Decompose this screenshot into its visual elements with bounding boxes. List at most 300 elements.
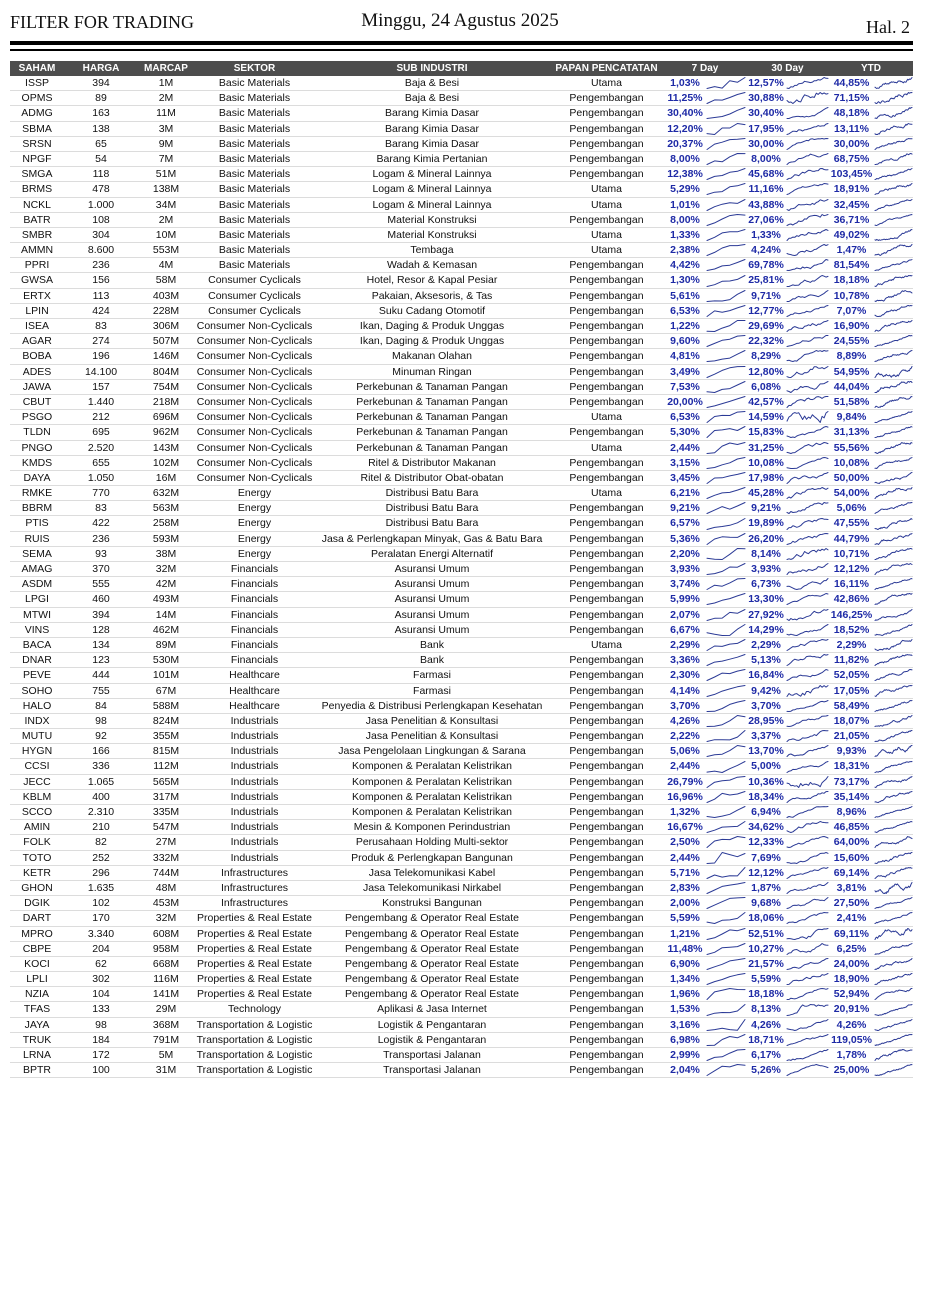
cell-sub-industri: Mesin & Komponen Perindustrian bbox=[353, 821, 511, 834]
cell-sub-industri: Material Konstruksi bbox=[387, 228, 477, 241]
sparkline-7d bbox=[706, 851, 746, 865]
cell-harga: 3.340 bbox=[87, 927, 115, 940]
cell-saham: PSGO bbox=[21, 411, 53, 424]
cell-saham: MTWI bbox=[23, 608, 51, 621]
pct-30d: 5,13% bbox=[751, 654, 781, 667]
cell-30d bbox=[746, 851, 829, 865]
pct-ytd: 11,82% bbox=[833, 654, 870, 667]
pct-7d: 1,22% bbox=[670, 320, 700, 332]
pct-ytd: 2,29% bbox=[836, 638, 867, 651]
cell-marcap: 530M bbox=[152, 654, 180, 667]
sparkline-ytd-line bbox=[875, 366, 912, 377]
cell-marcap: 1M bbox=[158, 77, 174, 89]
cell-sub-industri: Bank bbox=[420, 654, 444, 667]
sparkline-ytd bbox=[874, 835, 913, 849]
cell-sektor: Energy bbox=[237, 532, 272, 545]
sparkline-30d bbox=[786, 106, 829, 120]
pct-7d: 9,21% bbox=[670, 502, 700, 515]
sparkline-ytd-line bbox=[875, 336, 912, 347]
cell-sektor: Consumer Non-Cyclicals bbox=[196, 350, 313, 363]
sparkline-7d bbox=[706, 881, 746, 895]
sparkline-7d-line bbox=[707, 898, 745, 909]
cell-saham: TRUK bbox=[22, 1033, 52, 1046]
cell-30d bbox=[746, 547, 829, 561]
pct-ytd: 47,55% bbox=[833, 517, 870, 530]
cell-harga: 65 bbox=[95, 137, 107, 150]
cell-ytd bbox=[829, 957, 913, 971]
table-row bbox=[10, 866, 913, 881]
pct-7d: 1,21% bbox=[670, 927, 700, 940]
table-row bbox=[10, 76, 913, 91]
cell-sub-industri: Pengembang & Operator Real Estate bbox=[345, 927, 519, 940]
sparkline-7d-line bbox=[707, 579, 745, 590]
table-row bbox=[10, 547, 913, 562]
pct-ytd: 17,05% bbox=[833, 684, 870, 697]
cell-papan-pencatatan: Utama bbox=[591, 183, 622, 196]
cell-papan-pencatatan: Utama bbox=[591, 487, 622, 500]
cell-sektor: Basic Materials bbox=[218, 92, 291, 105]
cell-ytd bbox=[829, 395, 913, 409]
sparkline-ytd-line bbox=[875, 579, 912, 590]
sparkline-ytd-line bbox=[875, 123, 912, 134]
sparkline-7d bbox=[706, 198, 746, 212]
table-row bbox=[10, 699, 913, 714]
header-rule-thin bbox=[10, 49, 913, 51]
sparkline-7d-line bbox=[707, 776, 745, 787]
table-row bbox=[10, 987, 913, 1002]
cell-ytd bbox=[829, 122, 913, 136]
sparkline-7d-line bbox=[707, 305, 745, 316]
cell-sub-industri: Transportasi Jalanan bbox=[383, 1064, 481, 1077]
cell-sektor: Industrials bbox=[230, 806, 279, 818]
table-row bbox=[10, 456, 913, 471]
cell-7d bbox=[664, 911, 746, 925]
cell-sektor: Industrials bbox=[230, 714, 279, 727]
cell-papan-pencatatan: Pengembangan bbox=[569, 1064, 644, 1077]
cell-harga: 89 bbox=[95, 92, 107, 105]
sparkline-7d bbox=[706, 441, 746, 455]
sparkline-30d bbox=[786, 927, 829, 941]
sparkline-ytd bbox=[874, 608, 913, 622]
cell-sektor: Consumer Non-Cyclicals bbox=[196, 426, 313, 439]
cell-7d bbox=[664, 410, 746, 424]
sparkline-30d bbox=[786, 228, 829, 242]
cell-harga: 108 bbox=[92, 213, 110, 226]
cell-harga: 163 bbox=[92, 107, 110, 120]
sparkline-7d bbox=[706, 927, 746, 941]
cell-marcap: 9M bbox=[158, 137, 174, 150]
sparkline-7d-line bbox=[707, 640, 745, 651]
cell-30d bbox=[746, 228, 829, 242]
pct-ytd: 10,08% bbox=[833, 456, 870, 469]
sparkline-30d bbox=[786, 987, 829, 1001]
sparkline-ytd-line bbox=[875, 488, 912, 499]
cell-saham: MUTU bbox=[21, 730, 53, 743]
sparkline-30d bbox=[786, 1003, 829, 1017]
sparkline-7d-line bbox=[707, 761, 745, 772]
cell-30d bbox=[746, 987, 829, 1001]
cell-papan-pencatatan: Pengembangan bbox=[569, 745, 644, 758]
pct-ytd: 32,45% bbox=[833, 198, 870, 211]
cell-marcap: 493M bbox=[152, 593, 180, 606]
pct-30d: 30,88% bbox=[748, 92, 784, 105]
table-row bbox=[10, 790, 913, 805]
cell-sektor: Basic Materials bbox=[218, 198, 291, 211]
cell-saham: DNAR bbox=[22, 654, 52, 667]
cell-7d bbox=[664, 273, 746, 287]
cell-sektor: Transportation & Logistic bbox=[196, 1033, 313, 1046]
sparkline-ytd-line bbox=[875, 138, 912, 149]
pct-7d: 4,81% bbox=[670, 350, 700, 363]
cell-ytd bbox=[829, 927, 913, 941]
table-row bbox=[10, 441, 913, 456]
cell-7d bbox=[664, 835, 746, 849]
cell-30d bbox=[746, 516, 829, 530]
cell-sub-industri: Logam & Mineral Lainnya bbox=[372, 183, 492, 196]
pct-ytd: 16,90% bbox=[833, 320, 870, 332]
pct-ytd: 24,00% bbox=[833, 957, 870, 970]
pct-ytd: 44,04% bbox=[833, 380, 870, 393]
sparkline-30d-line bbox=[787, 381, 828, 392]
pct-7d: 20,00% bbox=[667, 395, 703, 408]
pct-ytd: 69,11% bbox=[833, 927, 870, 940]
cell-marcap: 3M bbox=[158, 122, 174, 135]
cell-papan-pencatatan: Utama bbox=[591, 198, 622, 211]
table-row bbox=[10, 972, 913, 987]
sparkline-7d-line bbox=[707, 442, 745, 453]
sparkline-7d-line bbox=[707, 837, 745, 848]
cell-sektor: Basic Materials bbox=[218, 244, 291, 257]
pct-ytd: 71,15% bbox=[833, 92, 870, 105]
pct-7d: 7,53% bbox=[670, 380, 700, 393]
cell-saham: AMIN bbox=[23, 821, 51, 834]
table-row bbox=[10, 532, 913, 547]
table-row bbox=[10, 957, 913, 972]
cell-marcap: 368M bbox=[152, 1018, 180, 1031]
cell-marcap: 588M bbox=[152, 699, 180, 712]
cell-papan-pencatatan: Pengembangan bbox=[569, 395, 644, 408]
cell-saham: CBPE bbox=[22, 942, 52, 955]
cell-papan-pencatatan: Pengembangan bbox=[569, 988, 644, 1001]
cell-sub-industri: Farmasi bbox=[413, 669, 451, 682]
cell-harga: 304 bbox=[92, 228, 110, 241]
pct-30d: 17,98% bbox=[748, 471, 784, 484]
sparkline-7d bbox=[706, 790, 746, 804]
pct-30d: 30,00% bbox=[748, 137, 784, 150]
table-row bbox=[10, 729, 913, 744]
cell-saham: LPIN bbox=[25, 304, 49, 317]
sparkline-7d bbox=[706, 744, 746, 758]
cell-sub-industri: Asuransi Umum bbox=[394, 608, 470, 621]
cell-saham: VINS bbox=[24, 623, 50, 636]
pct-30d: 19,89% bbox=[748, 517, 784, 530]
pct-ytd: 103,45% bbox=[830, 168, 873, 181]
cell-7d bbox=[664, 91, 746, 105]
pct-30d: 5,00% bbox=[751, 760, 781, 773]
cell-30d bbox=[746, 501, 829, 515]
cell-30d bbox=[746, 319, 829, 333]
sparkline-7d-line bbox=[707, 154, 745, 165]
cell-marcap: 553M bbox=[152, 244, 180, 257]
cell-ytd bbox=[829, 1033, 913, 1047]
sparkline-ytd-line bbox=[875, 457, 912, 468]
sparkline-ytd bbox=[874, 790, 913, 804]
col-header-papan-pencatatan: PAPAN PENCATATAN bbox=[555, 63, 658, 74]
cell-sub-industri: Baja & Besi bbox=[404, 92, 460, 105]
pct-7d: 3,16% bbox=[670, 1018, 700, 1031]
cell-marcap: 335M bbox=[152, 806, 180, 818]
cell-harga: 100 bbox=[92, 1064, 110, 1077]
cell-marcap: 563M bbox=[152, 502, 180, 515]
sparkline-7d bbox=[706, 258, 746, 272]
cell-sub-industri: Transportasi Jalanan bbox=[383, 1049, 481, 1061]
cell-saham: DGIK bbox=[24, 897, 50, 910]
cell-7d bbox=[664, 577, 746, 591]
sparkline-30d-line bbox=[787, 503, 828, 514]
sparkline-ytd-line bbox=[875, 154, 912, 165]
cell-30d bbox=[746, 471, 829, 485]
cell-sub-industri: Ritel & Distributor Obat-obatan bbox=[360, 471, 504, 484]
cell-papan-pencatatan: Utama bbox=[591, 411, 622, 424]
sparkline-30d-line bbox=[787, 958, 828, 969]
cell-marcap: 5M bbox=[158, 1049, 174, 1061]
cell-ytd bbox=[829, 729, 913, 743]
sparkline-30d bbox=[786, 334, 829, 348]
cell-ytd bbox=[829, 76, 913, 90]
cell-30d bbox=[746, 532, 829, 546]
cell-ytd bbox=[829, 562, 913, 576]
cell-sektor: Consumer Non-Cyclicals bbox=[196, 441, 313, 454]
cell-30d bbox=[746, 1048, 829, 1062]
cell-marcap: 14M bbox=[155, 608, 177, 621]
cell-papan-pencatatan: Pengembangan bbox=[569, 563, 644, 575]
cell-30d bbox=[746, 122, 829, 136]
pct-7d: 5,71% bbox=[670, 866, 700, 879]
sparkline-ytd-line bbox=[875, 974, 912, 985]
sparkline-30d-line bbox=[787, 138, 828, 149]
cell-7d bbox=[664, 896, 746, 910]
sparkline-ytd bbox=[874, 881, 913, 895]
table-row bbox=[10, 289, 913, 304]
pct-ytd: 64,00% bbox=[833, 836, 870, 849]
cell-papan-pencatatan: Pengembangan bbox=[569, 806, 644, 818]
pct-7d: 1,33% bbox=[670, 228, 700, 241]
cell-sektor: Properties & Real Estate bbox=[197, 912, 312, 925]
table-row bbox=[10, 1048, 913, 1063]
cell-ytd bbox=[829, 835, 913, 849]
cell-marcap: 815M bbox=[152, 745, 180, 758]
table-row bbox=[10, 805, 913, 820]
sparkline-7d-line bbox=[707, 609, 745, 620]
pct-7d: 1,03% bbox=[670, 77, 700, 89]
cell-sektor: Basic Materials bbox=[218, 77, 291, 89]
sparkline-30d bbox=[786, 775, 829, 789]
sparkline-30d-line bbox=[787, 791, 828, 802]
cell-marcap: 332M bbox=[152, 851, 180, 864]
sparkline-ytd bbox=[874, 425, 913, 439]
cell-sub-industri: Perkebunan & Tanaman Pangan bbox=[356, 441, 508, 454]
sparkline-30d-line bbox=[787, 928, 828, 939]
cell-7d bbox=[664, 987, 746, 1001]
sparkline-7d bbox=[706, 608, 746, 622]
cell-sektor: Consumer Non-Cyclicals bbox=[196, 456, 313, 469]
sparkline-7d-line bbox=[707, 624, 745, 635]
cell-saham: AMAG bbox=[21, 563, 53, 575]
pct-ytd: 54,95% bbox=[833, 365, 870, 378]
sparkline-30d bbox=[786, 760, 829, 774]
cell-7d bbox=[664, 972, 746, 986]
sparkline-30d bbox=[786, 198, 829, 212]
sparkline-30d bbox=[786, 122, 829, 136]
sparkline-7d bbox=[706, 365, 746, 379]
sparkline-ytd bbox=[874, 760, 913, 774]
cell-sub-industri: Jasa Telekomunikasi Kabel bbox=[368, 866, 496, 879]
sparkline-ytd bbox=[874, 820, 913, 834]
cell-marcap: 565M bbox=[152, 775, 180, 788]
cell-harga: 370 bbox=[92, 563, 110, 575]
cell-saham: AMMN bbox=[20, 244, 54, 257]
cell-saham: AGAR bbox=[22, 335, 52, 348]
sparkline-ytd bbox=[874, 91, 913, 105]
table-row bbox=[10, 775, 913, 790]
sparkline-30d bbox=[786, 547, 829, 561]
sparkline-7d bbox=[706, 684, 746, 698]
pct-30d: 34,62% bbox=[748, 821, 784, 834]
pct-ytd: 8,96% bbox=[836, 806, 867, 818]
pct-7d: 6,57% bbox=[670, 517, 700, 530]
cell-sub-industri: Jasa Penelitian & Konsultasi bbox=[365, 730, 499, 743]
cell-harga: 156 bbox=[92, 274, 110, 287]
table-row bbox=[10, 1002, 913, 1017]
sparkline-7d-line bbox=[707, 700, 745, 711]
cell-7d bbox=[664, 729, 746, 743]
cell-harga: 1.635 bbox=[87, 881, 115, 894]
cell-harga: 424 bbox=[92, 304, 110, 317]
sparkline-7d bbox=[706, 456, 746, 470]
sparkline-ytd bbox=[874, 410, 913, 424]
cell-ytd bbox=[829, 577, 913, 591]
cell-marcap: 89M bbox=[155, 638, 177, 651]
cell-marcap: 2M bbox=[158, 92, 174, 105]
cell-sub-industri: Barang Kimia Dasar bbox=[385, 107, 479, 120]
cell-7d bbox=[664, 957, 746, 971]
sparkline-30d-line bbox=[787, 488, 828, 499]
cell-sub-industri: Perkebunan & Tanaman Pangan bbox=[356, 411, 508, 424]
pct-7d: 2,50% bbox=[670, 836, 700, 849]
cell-marcap: 804M bbox=[152, 365, 180, 378]
sparkline-ytd bbox=[874, 380, 913, 394]
cell-7d bbox=[664, 501, 746, 515]
cell-saham: SRSN bbox=[22, 137, 52, 150]
cell-sektor: Infrastructures bbox=[220, 881, 289, 894]
table-row bbox=[10, 273, 913, 288]
sparkline-ytd bbox=[874, 182, 913, 196]
sparkline-7d bbox=[706, 106, 746, 120]
sparkline-7d bbox=[706, 592, 746, 606]
cell-ytd bbox=[829, 851, 913, 865]
pct-ytd: 21,05% bbox=[833, 730, 870, 743]
table-row bbox=[10, 1018, 913, 1033]
sparkline-7d-line bbox=[707, 503, 745, 514]
cell-sub-industri: Ikan, Daging & Produk Unggas bbox=[359, 320, 505, 332]
pct-7d: 11,48% bbox=[667, 942, 703, 955]
cell-ytd bbox=[829, 1063, 913, 1077]
cell-ytd bbox=[829, 289, 913, 303]
sparkline-30d-line bbox=[787, 731, 828, 742]
sparkline-30d-line bbox=[787, 807, 828, 818]
cell-7d bbox=[664, 122, 746, 136]
cell-7d bbox=[664, 851, 746, 865]
cell-sub-industri: Aplikasi & Jasa Internet bbox=[377, 1003, 487, 1016]
table-row bbox=[10, 471, 913, 486]
cell-7d bbox=[664, 608, 746, 622]
cell-harga: 8.600 bbox=[87, 244, 115, 257]
cell-sektor: Basic Materials bbox=[218, 259, 291, 272]
cell-sektor: Financials bbox=[230, 638, 279, 651]
pct-7d: 6,90% bbox=[670, 957, 700, 970]
cell-marcap: 791M bbox=[152, 1033, 180, 1046]
cell-sub-industri: Komponen & Peralatan Kelistrikan bbox=[352, 790, 512, 803]
sparkline-ytd bbox=[874, 653, 913, 667]
sparkline-ytd-line bbox=[875, 670, 912, 681]
pct-ytd: 18,07% bbox=[833, 714, 870, 727]
pct-30d: 45,28% bbox=[748, 487, 784, 500]
sparkline-30d bbox=[786, 668, 829, 682]
cell-saham: KBLM bbox=[22, 790, 52, 803]
sparkline-ytd bbox=[874, 456, 913, 470]
cell-30d bbox=[746, 425, 829, 439]
table-row bbox=[10, 365, 913, 380]
cell-marcap: 67M bbox=[155, 684, 177, 697]
cell-harga: 204 bbox=[92, 942, 110, 955]
cell-ytd bbox=[829, 198, 913, 212]
cell-7d bbox=[664, 1033, 746, 1047]
cell-ytd bbox=[829, 805, 913, 819]
sparkline-ytd bbox=[874, 805, 913, 819]
sparkline-7d bbox=[706, 380, 746, 394]
cell-30d bbox=[746, 304, 829, 318]
pct-ytd: 119,05% bbox=[831, 1033, 872, 1046]
pct-30d: 8,14% bbox=[751, 547, 781, 560]
sparkline-7d-line bbox=[707, 655, 745, 666]
sparkline-30d bbox=[786, 167, 829, 181]
cell-saham: SOHO bbox=[21, 684, 53, 697]
cell-7d bbox=[664, 744, 746, 758]
pct-30d: 18,06% bbox=[748, 912, 784, 925]
cell-harga: 133 bbox=[92, 1003, 110, 1016]
sparkline-7d-line bbox=[707, 397, 745, 408]
cell-saham: SCCO bbox=[21, 806, 53, 818]
sparkline-30d bbox=[786, 532, 829, 546]
sparkline-7d-line bbox=[707, 958, 745, 969]
pct-30d: 11,16% bbox=[748, 183, 784, 196]
cell-marcap: 7M bbox=[158, 152, 174, 165]
cell-sektor: Industrials bbox=[230, 745, 279, 758]
table-row bbox=[10, 759, 913, 774]
sparkline-7d bbox=[706, 896, 746, 910]
sparkline-30d bbox=[786, 76, 829, 90]
sparkline-ytd-line bbox=[875, 655, 912, 666]
cell-harga: 157 bbox=[92, 380, 110, 393]
pct-ytd: 2,41% bbox=[836, 912, 867, 925]
cell-papan-pencatatan: Pengembangan bbox=[569, 957, 644, 970]
cell-30d bbox=[746, 380, 829, 394]
cell-papan-pencatatan: Pengembangan bbox=[569, 456, 644, 469]
pct-7d: 16,67% bbox=[667, 821, 703, 834]
sparkline-7d-line bbox=[707, 427, 745, 438]
pct-30d: 6,17% bbox=[751, 1049, 781, 1061]
cell-sub-industri: Perkebunan & Tanaman Pangan bbox=[356, 395, 508, 408]
